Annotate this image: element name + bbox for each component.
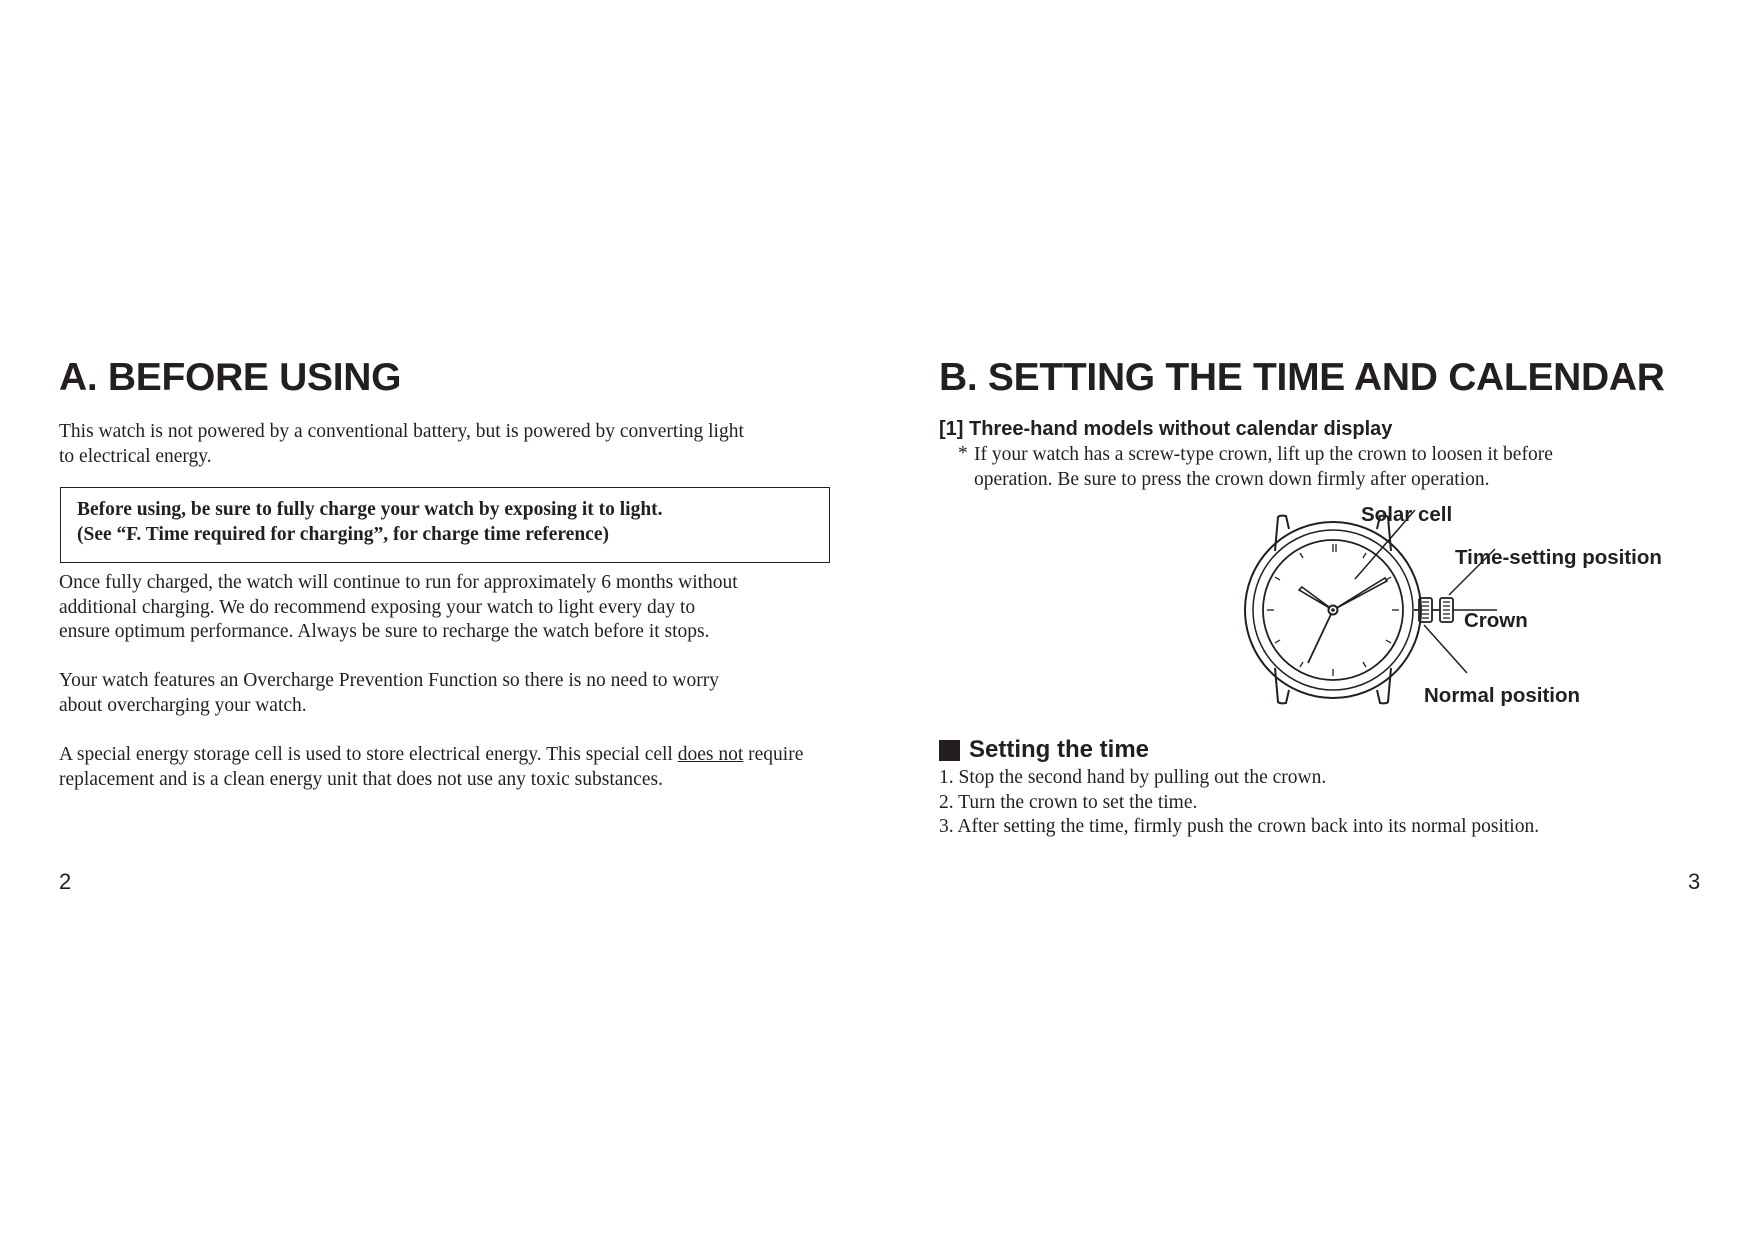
energy-cell-emphasis: does not (677, 744, 744, 765)
step-item: 1. Stop the second hand by pulling out the crown. (939, 767, 1327, 788)
note-asterisk: * (958, 443, 968, 464)
square-bullet-icon (939, 740, 960, 761)
setting-time-heading (939, 736, 1149, 764)
right-page (877, 0, 1755, 1240)
overcharge-paragraph: Your watch features an Overcharge Prevention Function so there is no need to worry about overcharging your watch. (59, 670, 719, 716)
page-title: B. SETTING THE TIME AND CALENDAR (939, 356, 1665, 399)
charge-notice-box (60, 487, 830, 563)
label-time-setting-position: Time-setting position (1455, 546, 1662, 569)
model-subheading: [1] Three-hand models without calendar display (939, 418, 1393, 440)
charged-paragraph: Once fully charged, the watch will continue to run for approximately 6 months without additional charging. We do recommend exposing your watch to light every day to ensure optimum performance. Always be sure to recharge the watch before it stops. (59, 572, 738, 642)
page-number: 2 (59, 869, 72, 894)
label-normal-position: Normal position (1424, 684, 1581, 707)
left-page (0, 0, 877, 1240)
page-number: 3 (1688, 869, 1701, 894)
energy-cell-text-1: A special energy storage cell is used to store electrical energy. This special cell (59, 744, 678, 765)
page-title: A. BEFORE USING (59, 356, 402, 399)
step-item: 2. Turn the crown to set the time. (939, 791, 1198, 813)
label-solar-cell: Solar cell (1361, 503, 1453, 526)
label-crown: Crown (1464, 609, 1528, 632)
energy-cell-paragraph (59, 743, 839, 792)
steps-list (939, 766, 1539, 840)
intro-paragraph: This watch is not powered by a conventional battery, but is powered by converting light to electrical energy. (59, 421, 744, 467)
setting-time-title: Setting the time (969, 736, 1150, 763)
energy-cell-text-2: require replacement and is a clean energy unit that does not use any toxic substances. (59, 744, 804, 790)
leader-normal (1424, 625, 1467, 673)
second-hand (1308, 610, 1333, 663)
screw-crown-note: If your watch has a screw-type crown, lift up the crown to loosen it before operation. Be sure to press the crown down firmly after operation. (974, 444, 1553, 490)
step-item: 3. After setting the time, firmly push the crown back into its normal position. (939, 816, 1540, 837)
minute-hand (1333, 578, 1387, 610)
hour-hand (1299, 587, 1333, 610)
charge-notice-text: Before using, be sure to fully charge your watch by exposing it to light. (See “F. Time required for charging”, for charge time reference) (77, 499, 663, 545)
